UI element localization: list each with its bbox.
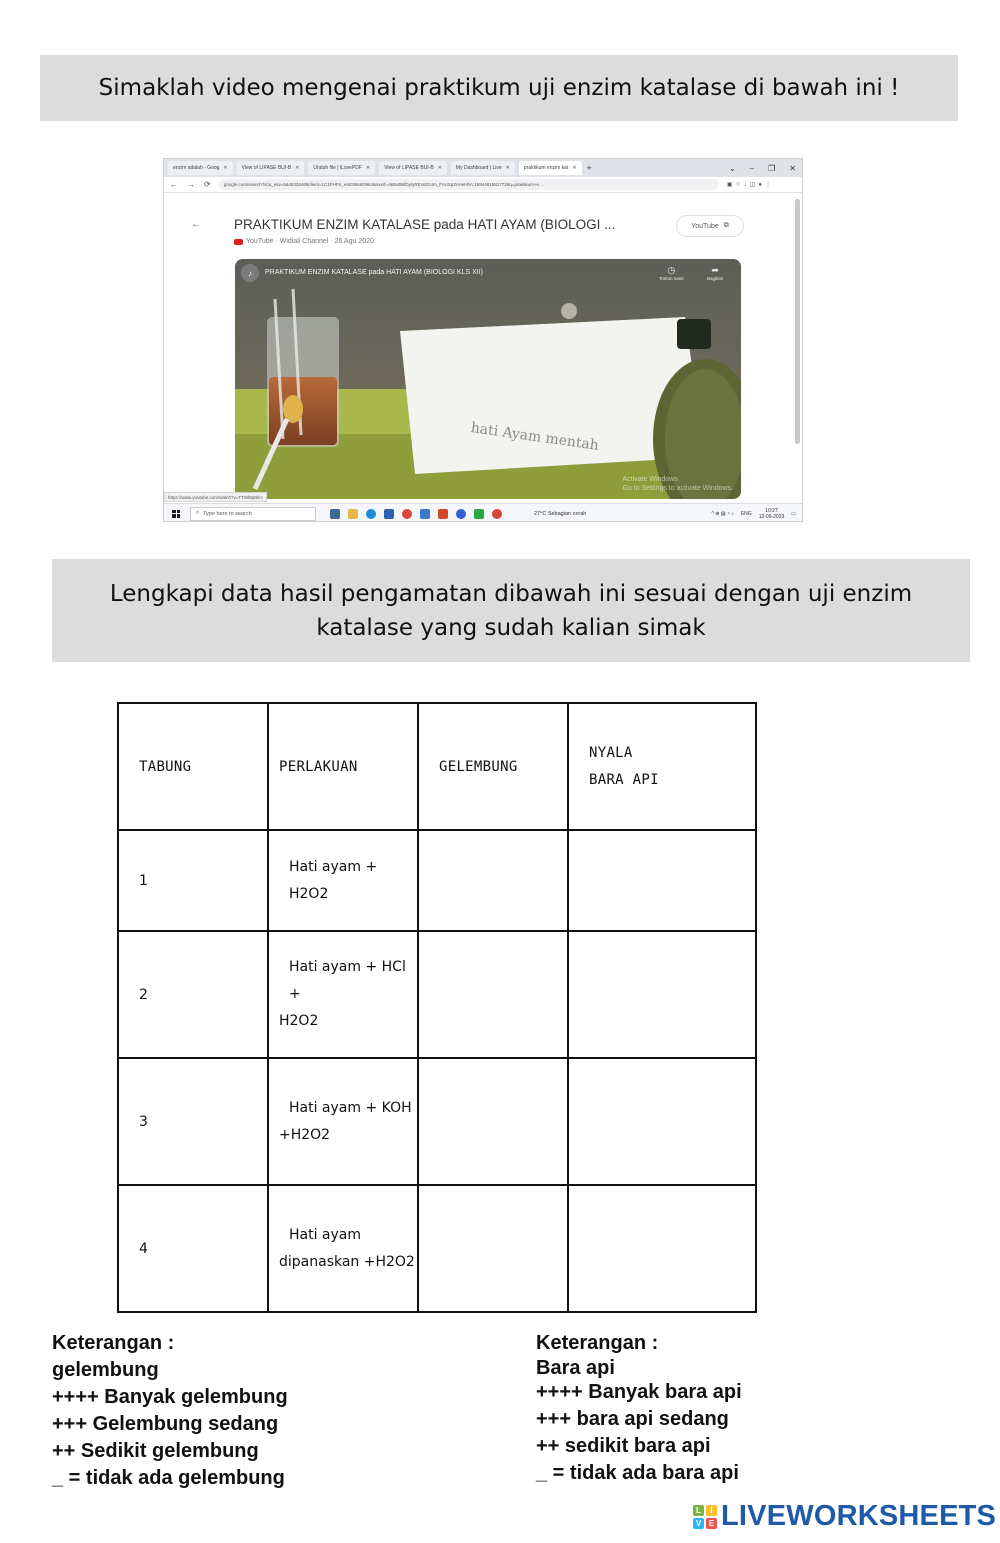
word-icon [384,509,394,519]
edge-icon [366,509,376,519]
extension-icons: ▣☆↓◫●⋮ [726,182,775,188]
windows-taskbar [164,503,802,522]
cell-perlakuan: Hati ayam + H2O2 [268,830,418,931]
browser-tab: enzim adalah - Goog ✕ [168,161,233,175]
legend-item: ++ sedikit bara api [536,1435,711,1457]
legend-item: _ = tidak ada gelembung [52,1467,285,1489]
legend-subheading: gelembung [52,1359,159,1381]
browser-tab: View of LIPASE BUI-B ✕ [237,161,305,175]
youtube-logo-icon [234,239,243,245]
window-controls: ⌄ – ❐ ✕ [728,163,796,173]
url-field: google.com/search?sca_esv=5645326468client=1C1FHFK_enID964ID964&sxsrf=AB5stBifDyIyRErs0G4m_FnUXpZnHeHhA:16944815817728q=praktikum+e... [219,179,719,190]
cell-tabung: 3 [118,1058,268,1185]
legend-item: _ = tidak ada bara api [536,1462,739,1484]
chrome-icon [402,509,412,519]
cell-perlakuan: Hati ayam dipanaskan +H2O2 [268,1185,418,1312]
notification-icon: ▭ [791,510,796,517]
legend-item: ++ Sedikit gelembung [52,1440,259,1462]
youtube-open-button: YouTube ⧉ [676,215,744,237]
share-button: ➦ Bagikan [707,265,724,281]
whatsapp-icon [474,509,484,519]
taskbar-apps [330,509,502,519]
instruction-banner-table [52,559,970,662]
browser-tab: View of LIPASE BUI-B ✕ [379,161,447,175]
clock: 10:27 12-09-2023 [758,507,785,520]
video-frame-image [235,259,741,499]
cell-gelembung-answer[interactable] [418,1058,568,1185]
cell-bara-api-answer[interactable] [568,1058,756,1185]
windows-start-icon [172,510,180,518]
address-bar [164,177,802,193]
instruction-banner-video [40,55,958,121]
cell-tabung: 1 [118,830,268,931]
browser-tab-bar [164,159,802,177]
legend-subheading: Bara api [536,1357,615,1379]
browser-tab: My Dashboard | Live ✕ [451,161,515,175]
file-explorer-icon [348,509,358,519]
legend-heading: Keterangan : [536,1332,659,1354]
video-result-title: PRAKTIKUM ENZIM KATALASE pada HATI AYAM (BIOLOGI ... [234,217,616,232]
cell-gelembung-answer[interactable] [418,1185,568,1312]
header-gelembung: GELEMBUNG [418,703,568,830]
legend-heading: Keterangan : [52,1332,175,1354]
liveworksheets-logo-icon: L I V E [693,1505,717,1529]
activate-windows-watermark: Activate Windows Go to Settings to activate Windows. [622,476,733,492]
video-result-source: YouTube · Widiali Channel · 26 Agu 2020 [234,238,374,245]
observation-table [117,702,757,1313]
table-row [118,1058,756,1185]
app-icon [456,509,466,519]
legend-item: ++++ Banyak bara api [536,1381,742,1403]
video-player [235,259,741,499]
powerpoint-icon [438,509,448,519]
header-perlakuan: PERLAKUAN [268,703,418,830]
cell-perlakuan: Hati ayam + HCl + H2O2 [268,931,418,1058]
task-view-icon [330,509,340,519]
new-tab-icon: + [586,163,592,173]
legend-item: +++ bara api sedang [536,1408,729,1430]
cell-perlakuan: Hati ayam + KOH +H2O2 [268,1058,418,1185]
cell-bara-api-answer[interactable] [568,1185,756,1312]
back-arrow-icon: ← [191,219,201,230]
instruction-text-video: Simaklah video mengenai praktikum uji enzim katalase di bawah ini ! [98,75,900,101]
legend-gelembung [52,1330,288,1492]
cell-gelembung-answer[interactable] [418,931,568,1058]
nav-icons: ← → ⟳ [170,180,211,189]
chrome-icon [492,509,502,519]
liveworksheets-brand [693,1500,996,1533]
legend-item: ++++ Banyak gelembung [52,1386,288,1408]
tray-icons: ^ ⊕ ▤ ◔ ♪ [711,510,734,517]
channel-avatar-icon: ♪ [241,264,259,282]
page-scrollbar [795,199,800,444]
taskbar-search: ⌕ Type here to search [190,507,316,521]
cell-tabung: 2 [118,931,268,1058]
brand-name: LIVEWORKSHEETS [721,1500,997,1532]
cell-gelembung-answer[interactable] [418,830,568,931]
search-icon: ⌕ [196,510,200,516]
svg-text:hati Ayam mentah: hati Ayam mentah [469,420,600,454]
video-screenshot [163,158,803,522]
browser-tab: Unduh file | iLovePDF ✕ [308,161,375,175]
legend-bara-api [536,1330,742,1487]
legend-item: +++ Gelembung sedang [52,1413,279,1435]
store-icon [420,509,430,519]
header-nyala-bara-api: NYALA BARA API [568,703,756,830]
header-tabung: TABUNG [118,703,268,830]
watch-later-button: ◷ Tonton nanti [659,265,684,281]
table-row [118,830,756,931]
player-title: PRAKTIKUM ENZIM KATALASE pada HATI AYAM (BIOLOGI KLS XII) [265,269,483,276]
status-url: https://www.youtube.com/watch?v=TTWl9pDb-I [164,492,267,502]
weather-widget: 27°C Sebagian cerah [534,510,587,517]
table-header-row [118,703,756,830]
system-tray: ^ ⊕ ▤ ◔ ♪ ENG 10:27 12-09-2023 ▭ [711,507,796,520]
cell-bara-api-answer[interactable] [568,931,756,1058]
instruction-text-table: Lengkapi data hasil pengamatan dibawah ini sesuai dengan uji enzim katalase yang sudah kalian simak [109,580,913,641]
table-row [118,1185,756,1312]
browser-tab-active: praktikum enzim kat ✕ [519,161,582,175]
table-row [118,931,756,1058]
cell-bara-api-answer[interactable] [568,830,756,931]
cell-tabung: 4 [118,1185,268,1312]
